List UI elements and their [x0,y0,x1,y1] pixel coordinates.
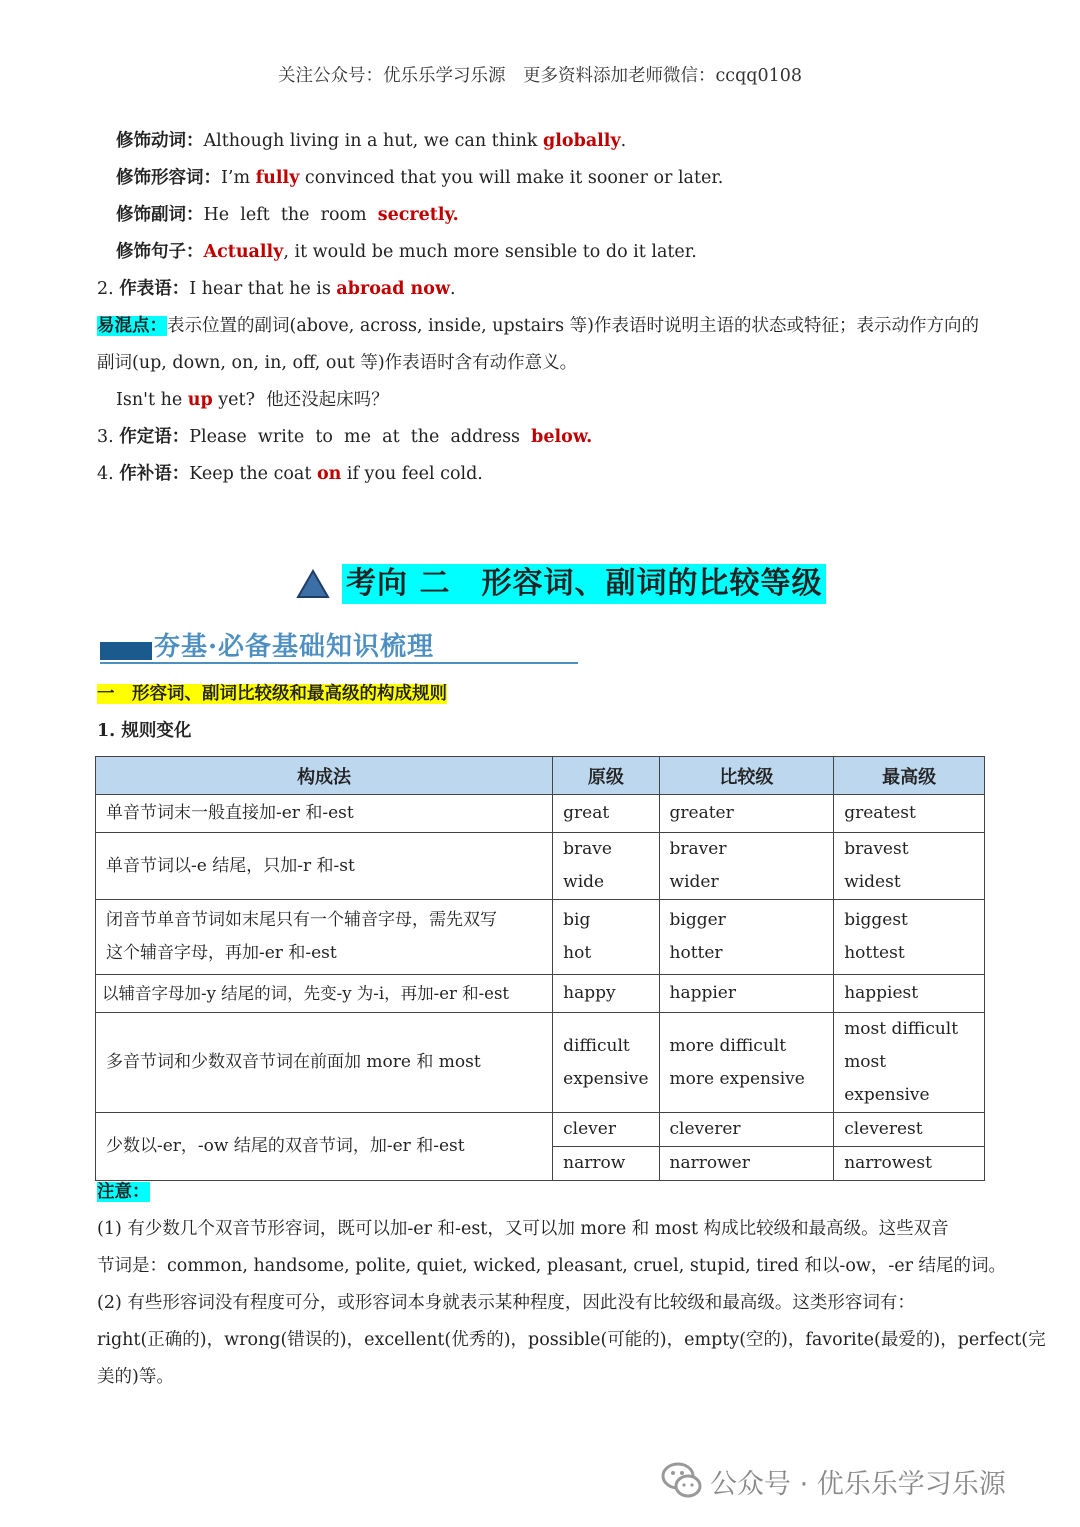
note-paragraph-2b: right(正确的)，wrong(错误的)，excellent(优秀的)，possible(可能的)，empty(空的)，favorite(最爱的)，perfect(完 [97,1330,1046,1350]
cell-word: brave [563,839,612,859]
confusion-example-text: Isn't he [116,390,188,410]
rule-cell: 以辅音字母加-y 结尾的词，先变-y 为-i，再加-er 和-est [96,975,553,1013]
positive-cell: great [553,795,659,833]
cell-word: wide [563,872,605,892]
comparative-cell [659,833,834,900]
confusion-example [116,387,389,413]
positive-cell: happy [553,975,659,1013]
example-adjective [116,165,723,191]
item-complement [97,461,483,487]
table-row [96,900,985,975]
rule-cell: 单音节词末一般直接加-er 和-est [96,795,553,833]
positive-cell: clever [553,1113,659,1147]
section-title: 考向 二 形容词、副词的比较等级 [342,564,826,604]
comparative-cell: narrower [659,1147,834,1181]
column-header: 原级 [553,757,659,795]
example-text: He left the room [203,205,378,225]
rule-cell [96,900,553,975]
cell-word: widest [844,872,901,892]
example-verb [116,128,626,154]
example-label: 修饰副词： [116,205,204,225]
rule-cell: 少数以-er，-ow 结尾的双音节词，加-er 和-est [96,1113,553,1181]
cell-word: more expensive [669,1068,805,1089]
table-header-row [96,757,985,795]
item-text: Please write to me at the address [189,427,532,447]
cell-word: big [563,910,591,930]
cell-word: expensive [563,1068,649,1089]
rule-cell: 多音节词和少数双音节词在前面加 more 和 most [96,1013,553,1113]
example-label: 修饰形容词： [116,168,221,188]
banner-bar [100,642,152,660]
example-adverb [116,202,459,228]
cell-word: bigger [669,910,726,930]
cell-word: bravest [844,839,909,859]
item-label: 作补语： [119,464,190,484]
wechat-icon [660,1458,704,1502]
example-text: I’m [221,168,256,188]
column-header: 比较级 [659,757,834,795]
rule-line: 这个辅音字母，再加-er 和-est [106,943,337,963]
page-header: 关注公众号：优乐乐学习乐源 更多资料添加老师微信：ccqq0108 [277,66,803,86]
superlative-cell [834,1013,985,1113]
item-attributive [97,424,592,450]
section-heading [296,562,826,606]
confusion-example-keyword: up [187,390,213,410]
item-label: 作表语： [119,279,190,299]
cell-word: hot [563,943,592,963]
note-label: 注意： [97,1182,150,1202]
item-keyword: below. [531,427,593,447]
cell-word: most expensive [844,1052,930,1105]
cell-word: hottest [844,943,905,963]
example-text: , it would be much more sensible to do it later. [283,242,697,262]
comparative-cell [659,1013,834,1113]
item-number: 2. [97,279,114,299]
superlative-cell: greatest [834,795,985,833]
positive-cell [553,833,659,900]
rule-line: 闭音节单音节词如末尾只有一个辅音字母，需先双写 [106,910,497,930]
item-label: 作定语： [119,427,190,447]
subsection-title [97,681,447,707]
table-row [96,795,985,833]
item-text: if you feel cold. [341,464,483,484]
cell-word: wider [669,872,719,892]
item-text: . [450,279,456,299]
triangle-icon [296,569,330,599]
example-keyword: globally [543,131,621,151]
confusion-text: 表示位置的副词(above, across, inside, upstairs 等)作表语时说明主语的状态或特征；表示动作方向的 [167,316,979,336]
item-number: 3. [97,427,114,447]
note-paragraph-2c: 美的)等。 [97,1367,174,1387]
confusion-line-2: 副词(up, down, on, in, off, out 等)作表语时含有动作意义。 [97,353,578,373]
example-label: 修饰动词： [116,131,204,151]
example-text: Although living in a hut, we can think [203,131,544,151]
example-keyword: secretly. [377,205,459,225]
positive-cell: narrow [553,1147,659,1181]
banner [100,624,580,666]
comparative-cell [659,900,834,975]
item-text: I hear that he is [189,279,337,299]
item-text: Keep the coat [189,464,317,484]
cell-word: more difficult [669,1035,787,1056]
banner-rule [100,662,578,664]
rule-cell: 单音节词以-e 结尾，只加-r 和-st [96,833,553,900]
note-label-line [97,1179,150,1205]
positive-cell [553,1013,659,1113]
column-header: 最高级 [834,757,985,795]
item-number: 4. [97,464,114,484]
superlative-cell: cleverest [834,1113,985,1147]
subsection-text: 一 形容词、副词比较级和最高级的构成规则 [97,684,447,704]
cell-word: biggest [844,910,908,930]
rule-heading: 1. 规则变化 [97,721,192,741]
table-row [96,833,985,900]
footer-watermark: 公众号 · 优乐乐学习乐源 [710,1469,1006,1500]
confusion-example-text: yet? 他还没起床吗？ [212,390,389,410]
cell-word: braver [669,839,727,859]
positive-cell [553,900,659,975]
column-header: 构成法 [96,757,553,795]
cell-word: hotter [669,943,723,963]
item-predicative [97,276,456,302]
comparison-table [95,756,985,1181]
example-text: . [620,131,627,151]
banner-title: 夯基·必备基础知识梳理 [154,632,435,662]
table-row [96,1113,985,1147]
comparative-cell: cleverer [659,1113,834,1147]
example-sentence [116,239,697,265]
item-keyword: abroad now [336,279,451,299]
note-paragraph-2a: (2) 有些形容词没有程度可分，或形容词本身就表示某种程度，因此没有比较级和最高级。这类形容词有： [97,1293,915,1313]
table-row [96,975,985,1013]
note-paragraph-1a: (1) 有少数几个双音节形容词，既可以加-er 和-est，又可以加 more 和 most 构成比较级和最高级。这些双音 [97,1219,949,1239]
confusion-line-1 [97,313,979,339]
superlative-cell [834,833,985,900]
comparative-cell: greater [659,795,834,833]
item-keyword: on [316,464,342,484]
example-text: convinced that you will make it sooner or later. [299,168,724,188]
cell-word: most difficult [844,1019,959,1039]
table-row [96,1013,985,1113]
superlative-cell: happiest [834,975,985,1013]
example-label: 修饰句子： [116,242,204,262]
cell-word: difficult [563,1035,630,1056]
example-keyword: fully [255,168,300,188]
example-keyword: Actually [203,242,284,262]
note-paragraph-1b: 节词是：common, handsome, polite, quiet, wicked, pleasant, cruel, stupid, tired 和以-ow，-er 结尾的词。 [97,1256,1007,1276]
comparative-cell: happier [659,975,834,1013]
superlative-cell [834,900,985,975]
superlative-cell: narrowest [834,1147,985,1181]
confusion-label: 易混点： [97,316,167,336]
